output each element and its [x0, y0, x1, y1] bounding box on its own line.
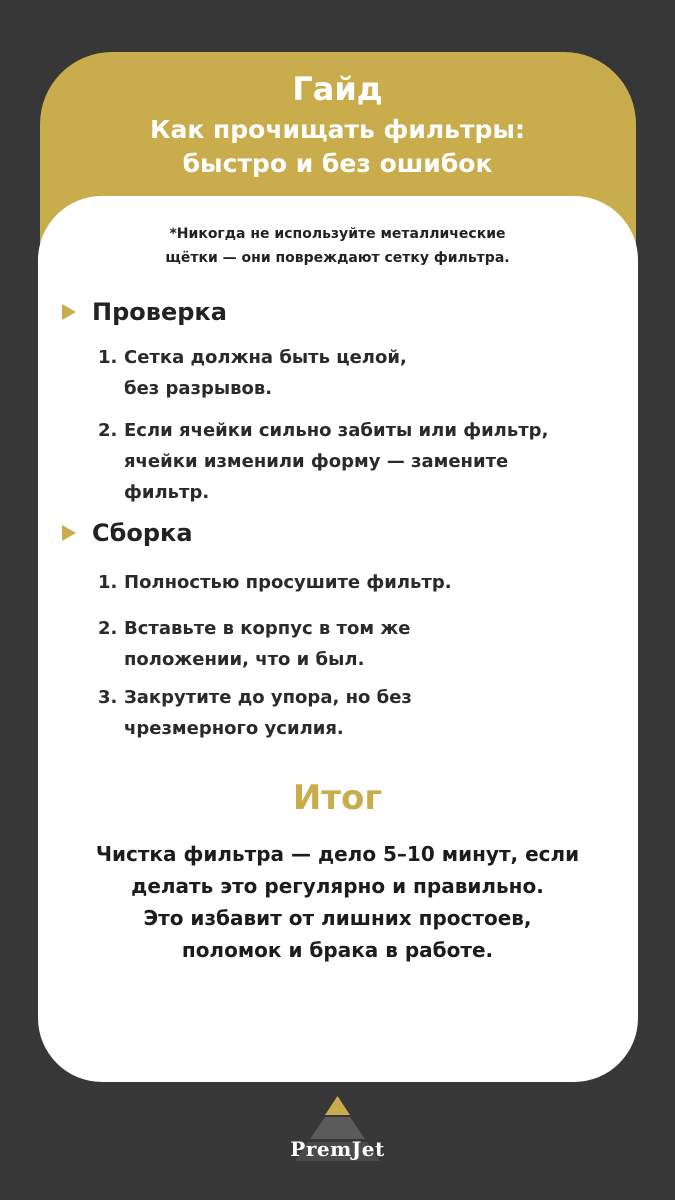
item-line: Сетка должна быть целой, [124, 347, 407, 368]
item-number: 1. [98, 572, 118, 593]
item-text [124, 613, 638, 675]
summary-line: поломок и брака в работе. [181, 938, 494, 962]
list-item [98, 567, 638, 598]
item-line: Если ячейки сильно забиты или фильтр, [124, 420, 549, 441]
page-title: Гайд [292, 70, 383, 108]
section-heading-check [62, 294, 227, 330]
subtitle-line: быстро и без ошибок [182, 149, 493, 178]
summary-text [0, 838, 675, 966]
section-title: Сборка [92, 519, 193, 547]
triangle-bullet-icon [62, 304, 76, 320]
item-line: Закрутите до упора, но без [124, 687, 412, 708]
item-text [124, 415, 638, 508]
list-item [98, 342, 638, 404]
warning-line: *Никогда не используйте металлические [169, 226, 506, 242]
list-item [98, 613, 638, 675]
section-heading-assembly [62, 515, 193, 551]
warning-note [0, 222, 675, 270]
item-text [124, 342, 638, 404]
item-line: Вставьте в корпус в том же [124, 618, 411, 639]
item-line: фильтр. [124, 482, 210, 503]
item-line: чрезмерного усилия. [124, 718, 344, 739]
section-title: Проверка [92, 298, 227, 326]
summary-line: Это избавит от лишних простоев, [143, 906, 532, 930]
item-number: 1. [98, 347, 118, 368]
page-subtitle [0, 113, 675, 181]
list-item [98, 415, 638, 508]
warning-line: щётки — они повреждают сетку фильтра. [165, 250, 510, 266]
item-text [124, 682, 638, 744]
triangle-bullet-icon [62, 525, 76, 541]
item-line: положении, что и был. [124, 649, 365, 670]
summary-line: делать это регулярно и правильно. [131, 874, 544, 898]
subtitle-line: Как прочищать фильтры: [150, 115, 525, 144]
list-item [98, 682, 638, 744]
item-text [124, 567, 638, 598]
item-number: 2. [98, 618, 118, 639]
item-line: без разрывов. [124, 378, 273, 399]
item-line: Полностью просушите фильтр. [124, 572, 452, 593]
item-line: ячейки изменили форму — замените [124, 451, 509, 472]
item-number: 2. [98, 420, 118, 441]
summary-line: Чистка фильтра — дело 5–10 минут, если [95, 842, 580, 866]
item-number: 3. [98, 687, 118, 708]
brand-logo-text: PremJet [290, 1137, 385, 1161]
summary-title: Итог [292, 778, 383, 818]
